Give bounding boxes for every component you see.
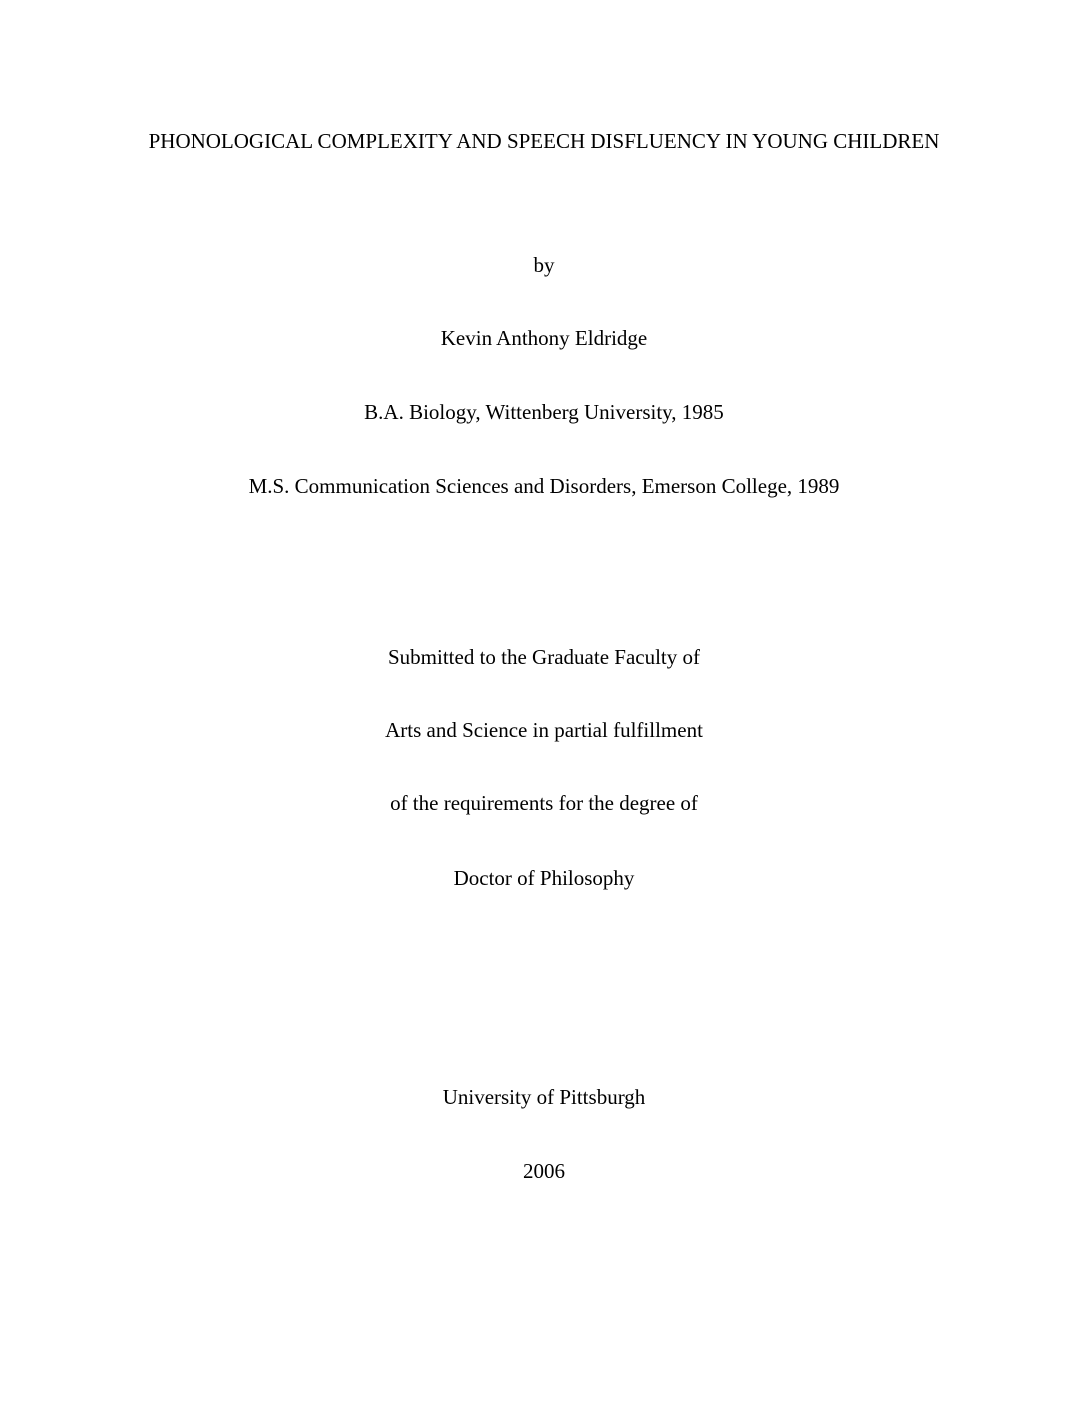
submission-line: Arts and Science in partial fulfillment <box>385 718 703 742</box>
degree-line: B.A. Biology, Wittenberg University, 1985 <box>364 400 724 424</box>
author-name: Kevin Anthony Eldridge <box>440 326 648 350</box>
institution-name: University of Pittsburgh <box>442 1085 646 1109</box>
submission-line: of the requirements for the degree of <box>390 791 698 815</box>
submission-line: Submitted to the Graduate Faculty of <box>387 645 701 669</box>
thesis-title: PHONOLOGICAL COMPLEXITY AND SPEECH DISFLUENCY IN YOUNG CHILDREN <box>148 129 940 153</box>
byline: by <box>533 253 555 277</box>
degree-line: M.S. Communication Sciences and Disorders, Emerson College, 1989 <box>248 474 840 498</box>
degree-name: Doctor of Philosophy <box>453 866 635 890</box>
year: 2006 <box>523 1159 565 1183</box>
